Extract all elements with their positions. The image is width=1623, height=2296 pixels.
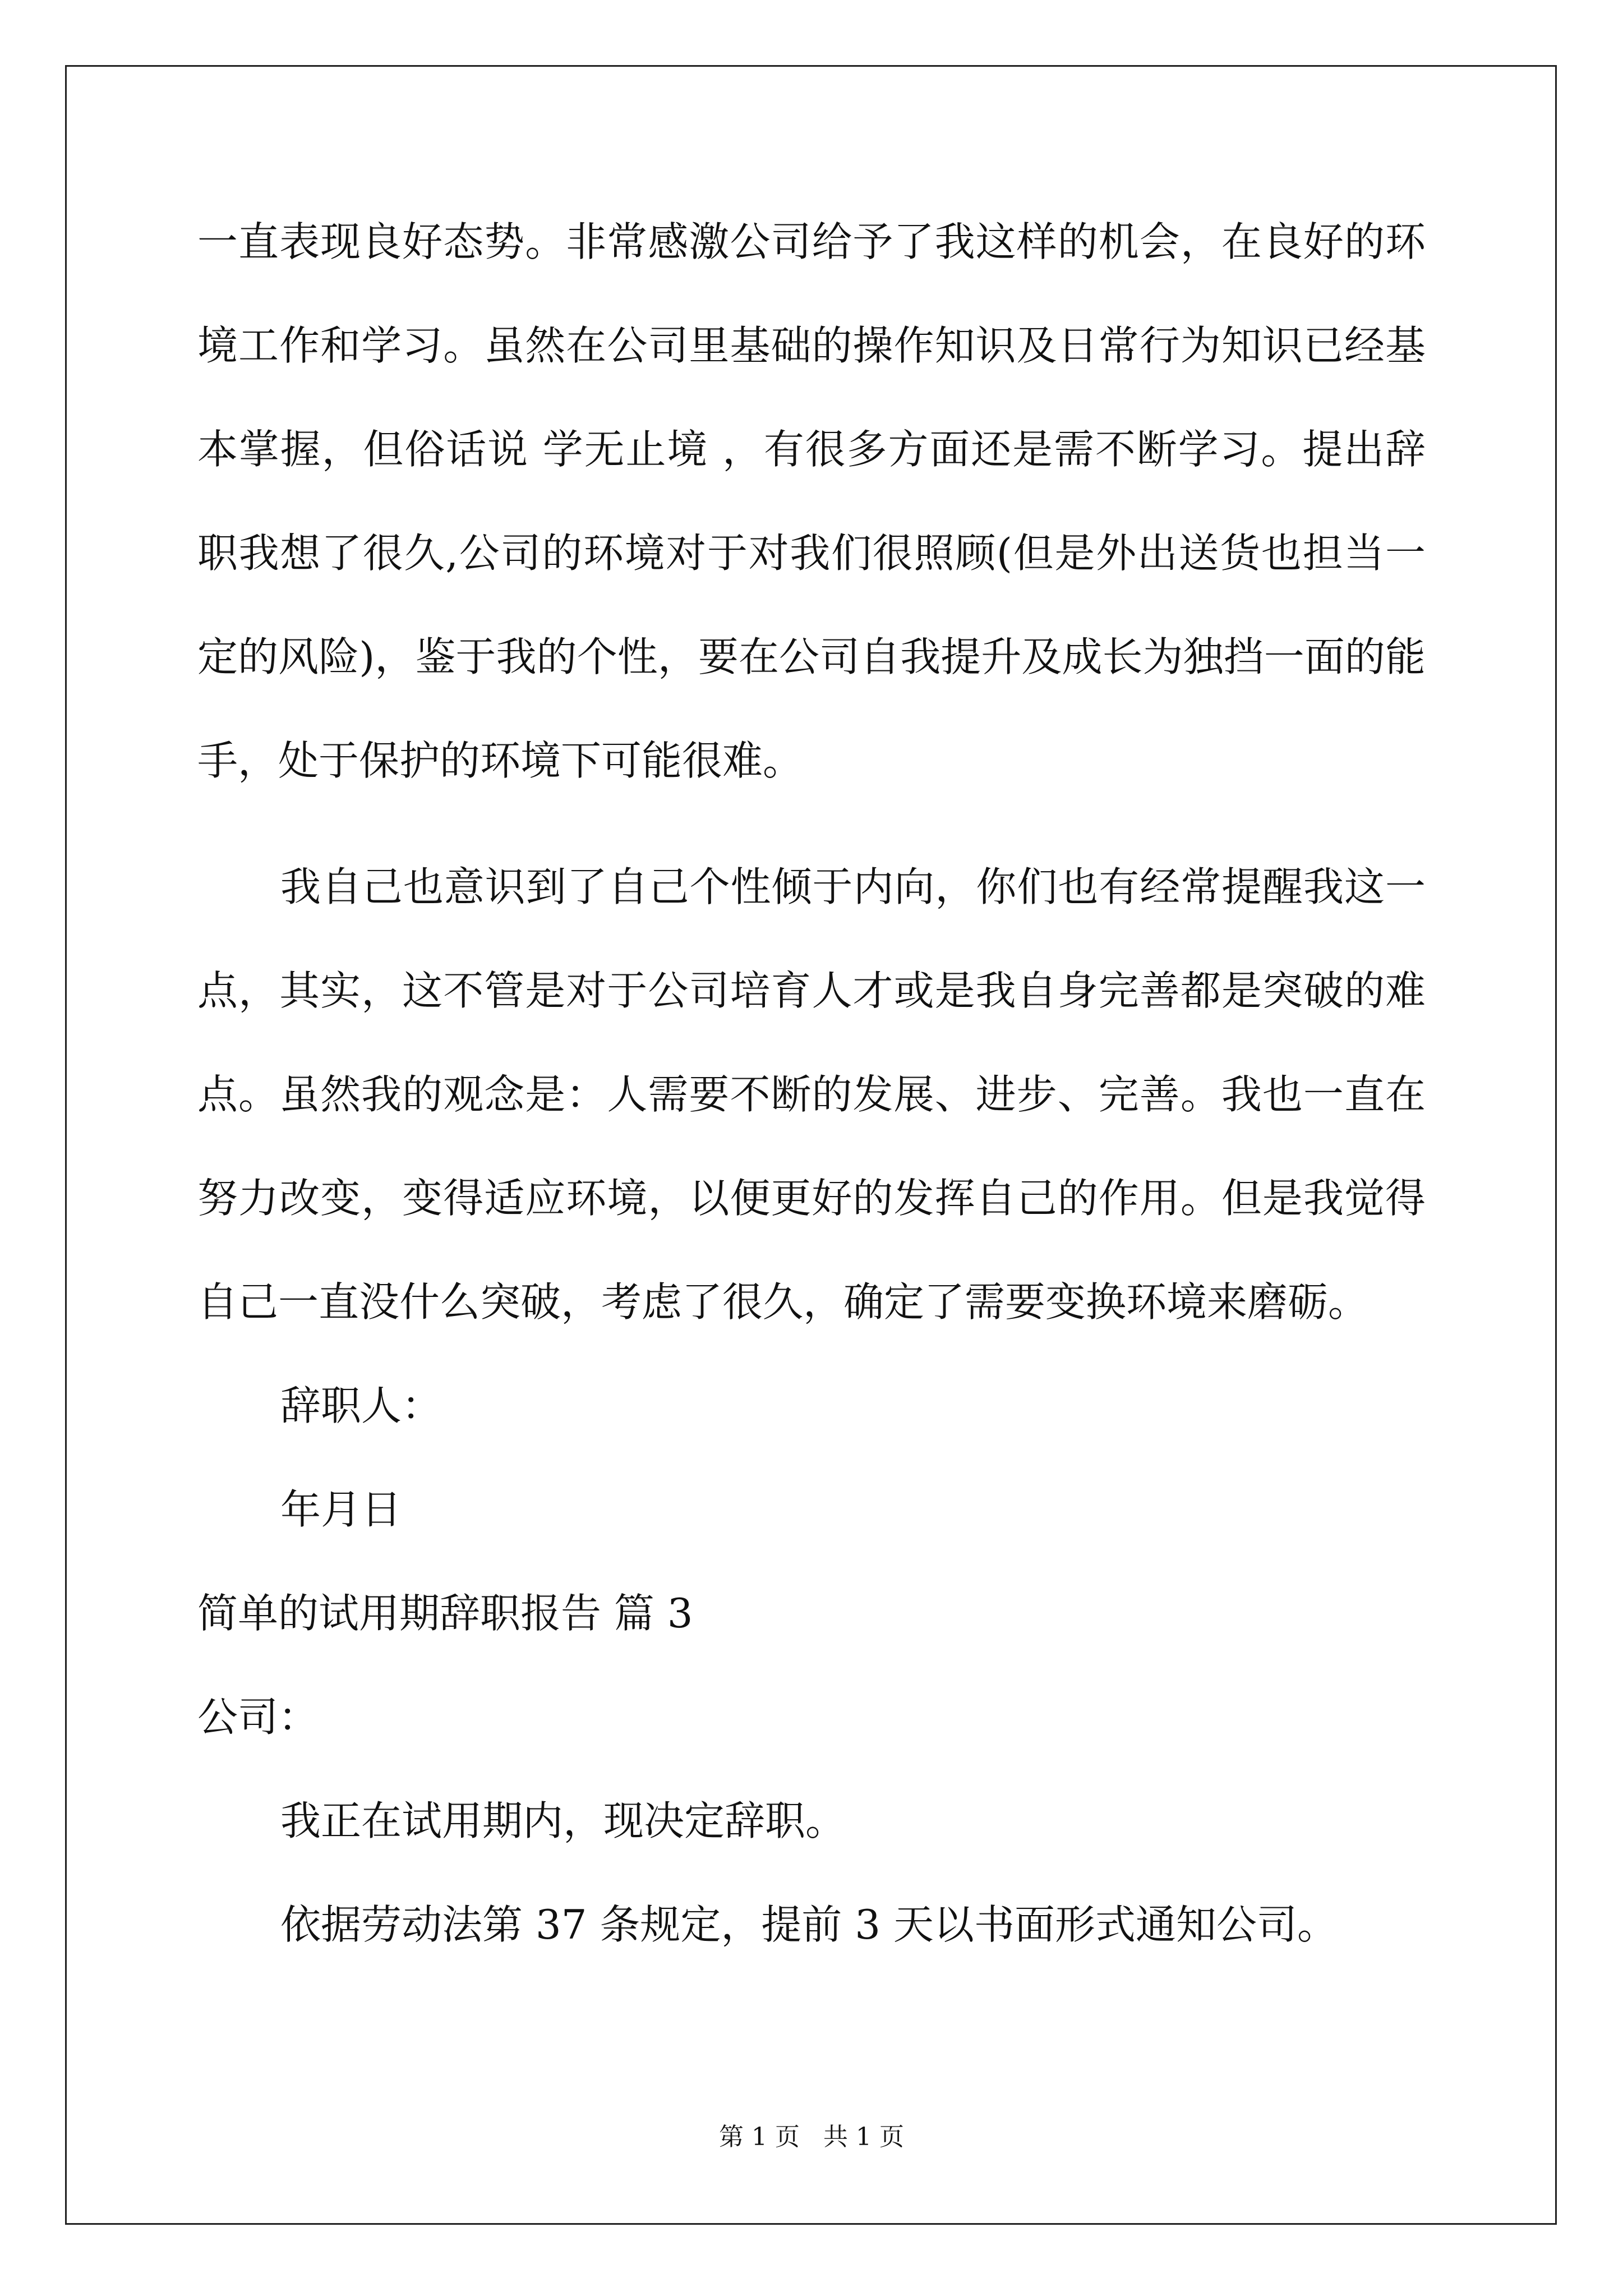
paragraph-2-line-1: 我自己也意识到了自己个性倾于内向，你们也有经常提醒我这一 [280, 863, 1426, 910]
section-title: 简单的试用期辞职报告 篇 3 [197, 1590, 693, 1637]
paragraph-1-line-1: 一直表现良好态势。非常感激公司给予了我这样的机会，在良好的环 [197, 218, 1426, 265]
paragraph-1-line-5: 定的风险)，鉴于我的个性，要在公司自我提升及成长为独挡一面的能 [197, 633, 1426, 680]
salutation: 公司： [197, 1694, 319, 1741]
paragraph-1-line-3: 本掌握，但俗话说 学无止境 ，有很多方面还是需不断学习。提出辞 [197, 426, 1426, 473]
paragraph-1-line-2: 境工作和学习。虽然在公司里基础的操作知识及日常行为知识已经基 [197, 322, 1426, 369]
section-3-line-1: 我正在试用期内，现决定辞职。 [280, 1797, 846, 1844]
paragraph-1-line-4: 职我想了很久,公司的环境对于对我们很照顾(但是外出送货也担当一 [197, 530, 1426, 577]
resigner-label: 辞职人： [280, 1382, 442, 1429]
paragraph-2-line-2: 点，其实，这不管是对于公司培育人才或是我自身完善都是突破的难 [197, 967, 1426, 1014]
page-footer: 第 1 页 共 1 页 [719, 2123, 904, 2151]
paragraph-2-line-3: 点。虽然我的观念是：人需要不断的发展、进步、完善。我也一直在 [197, 1071, 1426, 1118]
date-label: 年月日 [280, 1486, 402, 1533]
section-3-line-2: 依据劳动法第 37 条规定，提前 3 天以书面形式通知公司。 [280, 1901, 1338, 1948]
paragraph-2-line-4: 努力改变，变得适应环境，以便更好的发挥自己的作用。但是我觉得 [197, 1175, 1426, 1222]
paragraph-2-line-5: 自己一直没什么突破，考虑了很久，确定了需要变换环境来磨砺。 [197, 1278, 1369, 1326]
paragraph-1-line-6: 手，处于保护的环境下可能很难。 [197, 737, 804, 784]
